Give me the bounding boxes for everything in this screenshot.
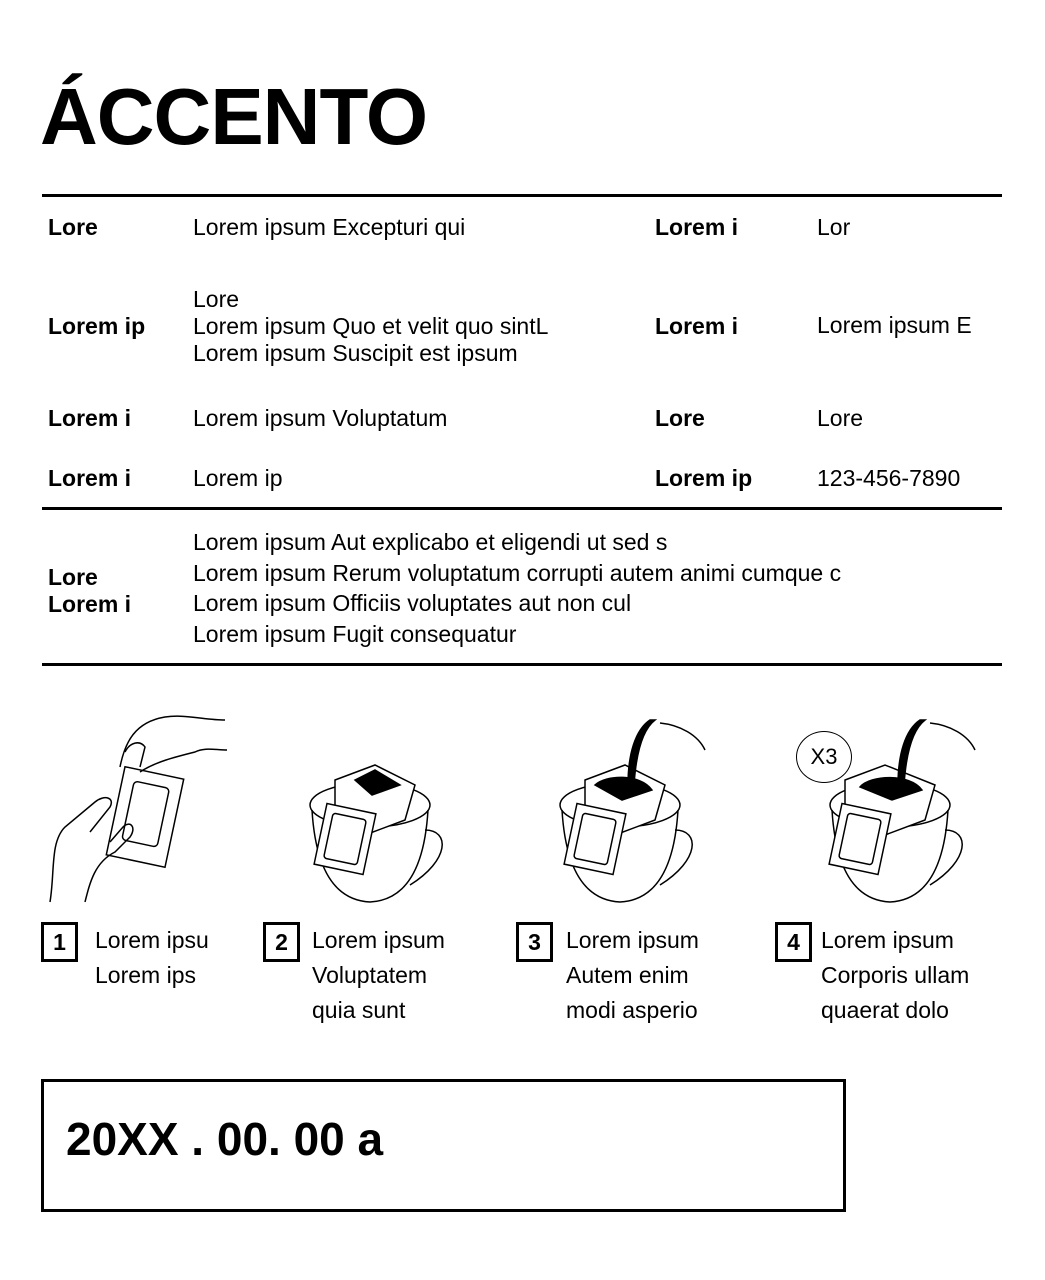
repeat-badge: X3 [796,731,852,783]
pour-water-illustration [550,715,710,910]
info-value: Lorem ipsum Quo et velit quo sintL [193,313,549,339]
step-text [312,923,445,1028]
phone-value: 123-456-7890 [817,465,961,491]
step-text [95,923,209,993]
info-label: Lorem i [655,214,739,240]
notes-label: Lorem i [48,591,132,617]
info-value: Lorem ipsum Excepturi qui [193,214,466,240]
tear-packet-illustration [45,712,235,907]
info-label: Lorem i [655,313,739,339]
step-line: quia sunt [312,997,406,1023]
info-label: Lorem ip [655,465,753,491]
step-number: 3 [516,922,553,962]
info-label: Lore [48,214,98,240]
info-value: Lorem ipsum Voluptatum [193,405,448,431]
info-value: Lore [817,405,864,431]
brand-title: ÁCCENTO [40,72,428,161]
notes-line: Lorem ipsum Rerum voluptatum corrupti autem animi cumque c [193,560,842,586]
step-text [821,923,969,1028]
info-label: Lorem i [48,465,132,491]
divider [42,194,1002,197]
step-line: modi asperio [566,997,698,1023]
step-line: Voluptatem [312,962,428,988]
step-text [566,923,699,1028]
info-value: Lor [817,214,851,240]
step-line: Autem enim [566,962,689,988]
step-number: 4 [775,922,812,962]
notes-label: Lore [48,564,98,590]
step-line: Lorem ipsum [566,927,699,953]
step-line: Lorem ipsum [821,927,954,953]
info-value: Lorem ipsum E [817,312,972,338]
info-label: Lorem ip [48,313,146,339]
notes-line: Lorem ipsum Aut explicabo et eligendi ut sed s [193,529,668,555]
info-value: Lorem ip [193,465,283,491]
divider [42,663,1002,666]
step-number: 1 [41,922,78,962]
step-line: Lorem ipsu [95,927,209,953]
step-number: 2 [263,922,300,962]
step-line: Lorem ipsum [312,927,445,953]
step-line: Corporis ullam [821,962,970,988]
info-value: Lorem ipsum Suscipit est ipsum [193,340,518,366]
step-line: Lorem ips [95,962,196,988]
notes-line: Lorem ipsum Officiis voluptates aut non cul [193,590,632,616]
date-box [41,1079,846,1212]
info-label: Lore [655,405,705,431]
date-text: 20XX . 00. 00 a [66,1113,384,1165]
divider [42,507,1002,510]
info-value: Lore [193,286,240,312]
info-label: Lorem i [48,405,132,431]
cup-with-dripper-illustration [300,760,450,910]
notes-line: Lorem ipsum Fugit consequatur [193,621,517,647]
step-line: quaerat dolo [821,997,949,1023]
